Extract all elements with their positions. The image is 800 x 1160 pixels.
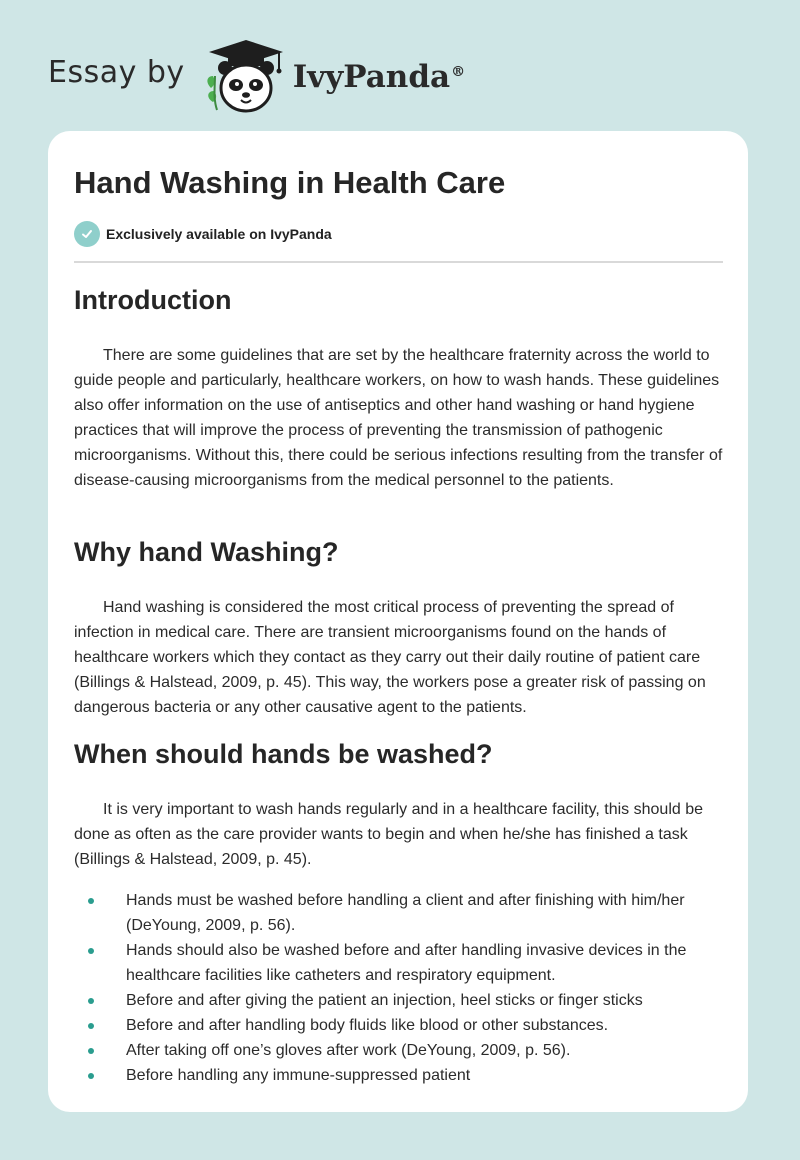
exclusive-badge [74,221,332,247]
list-item [74,1063,724,1088]
list-item [74,1013,724,1038]
bullet-dot-icon [88,1048,94,1054]
bullet-list [74,888,724,1088]
section-heading-when: When should hands be washed? [74,739,493,769]
check-circle-icon [74,221,100,247]
bullet-dot-icon [88,998,94,1004]
registered-mark: ® [451,63,466,80]
bullet-dot-icon [88,1073,94,1079]
page-title: Hand Washing in Health Care [74,165,506,200]
section-paragraph-why: Hand washing is considered the most critical process of preventing the spread of infection in medical care. There are transient microorganisms found on the hands of healthcare workers which they contact as they carry out their daily routine of patient care (Billings & Halstead, 2009, p. 45). This way, the workers pose a greater risk of passing on dangerous bacteria or any other causative agent to the patients. [74,599,706,716]
list-item [74,888,724,938]
bullet-dot-icon [88,1023,94,1029]
exclusive-text: Exclusively available on IvyPanda [106,226,332,242]
list-item-text: Before handling any immune-suppressed patient [126,1067,471,1084]
section-paragraph-introduction: There are some guidelines that are set by the healthcare fraternity across the world to guide people and particularly, healthcare workers, on how to wash hands. These guidelines also offer information on the use of antiseptics and other hand washing or hand hygiene practices that will improve the process of preventing the transmission of pathogenic microorganisms. Without this, there could be serious infections resulting from the transfer of disease-causing microorganisms from the medical personnel to the patients. [74,347,723,489]
brand-header[interactable] [48,36,465,116]
panda-logo-icon [203,36,289,116]
bullet-dot-icon [88,898,94,904]
essay-card [48,131,748,1112]
section-heading-introduction: Introduction [74,285,232,315]
section-heading-why: Why hand Washing? [74,537,339,567]
list-item-text: Before and after handling body fluids like blood or other substances. [126,1017,609,1034]
section-paragraph-when: It is very important to wash hands regularly and in a healthcare facility, this should be done as often as the care provider wants to begin and when he/she has finished a task (Billings & Halstead, 2009, p. 45). [74,801,704,868]
title-divider [74,261,723,263]
list-item-text: Hands must be washed before handling a client and after finishing with him/her (DeYoung, 2009, p. 56). [126,892,685,934]
list-item [74,1038,724,1063]
list-item [74,938,724,988]
list-item-text: Before and after giving the patient an injection, heel sticks or finger sticks [126,992,643,1009]
list-item-text: Hands should also be washed before and after handling invasive devices in the healthcare facilities like catheters and respiratory equipment. [126,942,687,984]
list-item-text: After taking off one’s gloves after work (DeYoung, 2009, p. 56). [126,1042,571,1059]
bullet-dot-icon [88,948,94,954]
list-item [74,988,724,1013]
brand-prefix: Essay by [48,54,185,90]
brand-name: IvyPanda® [292,59,466,95]
